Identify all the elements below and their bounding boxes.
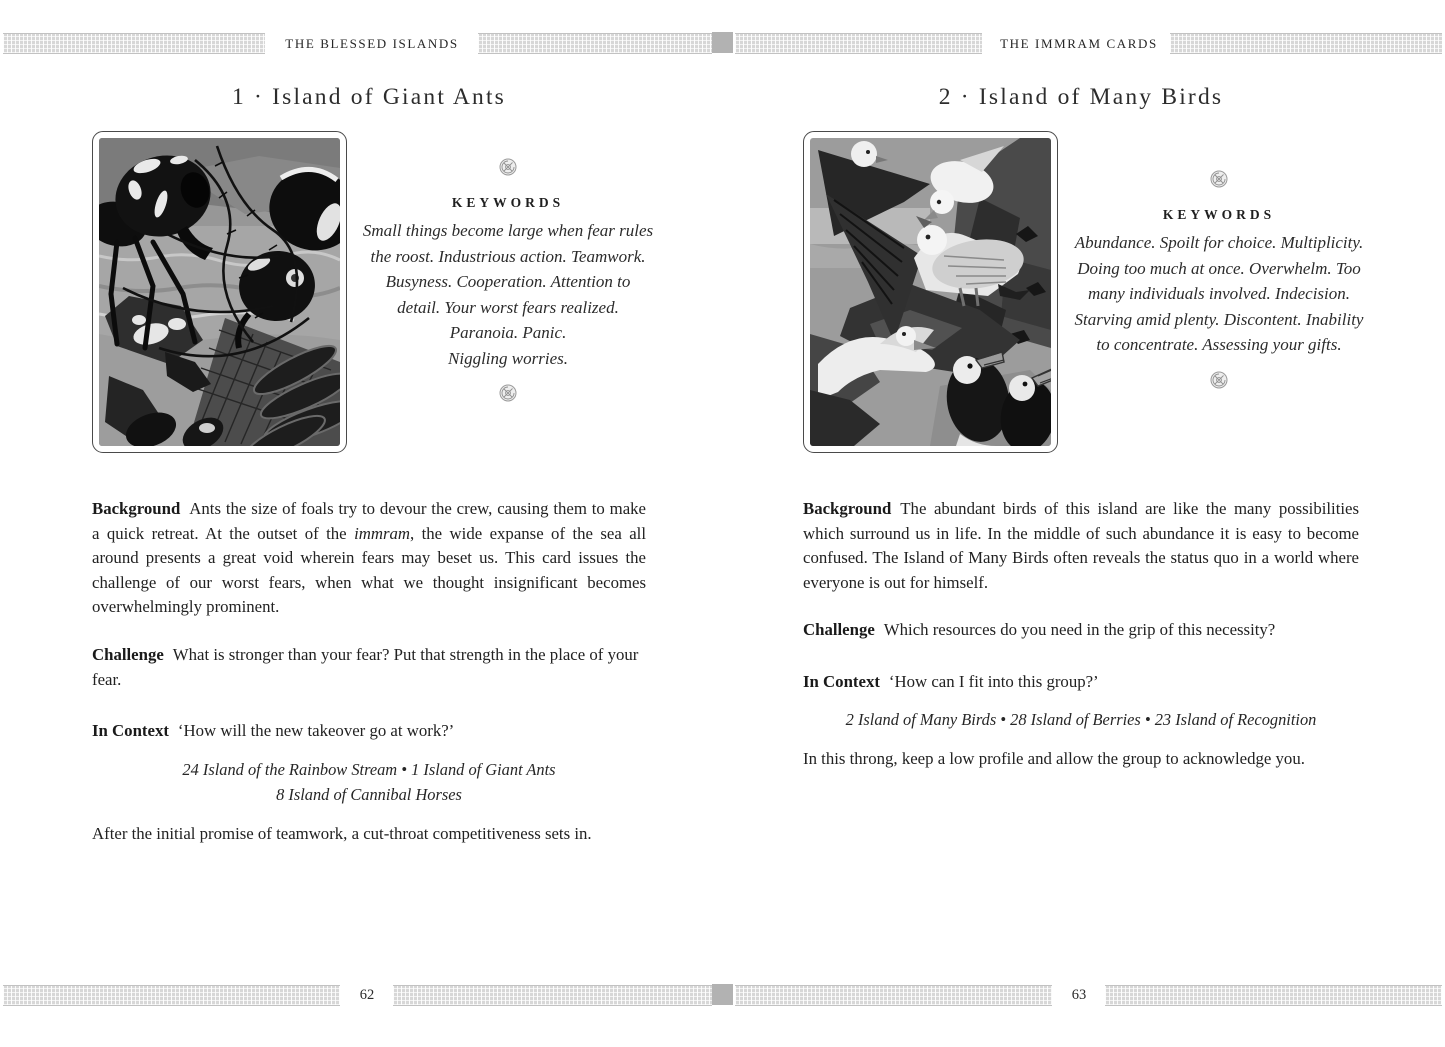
text-line: to concentrate. Assessing your gifts. [1096, 335, 1342, 354]
running-head-right: THE IMMRAM CARDS [1000, 36, 1158, 51]
body-text-right [803, 497, 1359, 771]
text-line: the roost. Industrious action. Teamwork. [370, 246, 646, 266]
ornamental-border-icon [3, 985, 340, 1006]
in-context-paragraph: In Context ‘How will the new takeover go at work?’ [92, 721, 455, 741]
in-context-paragraph: In Context ‘How can I fit into this group?’ [803, 671, 1099, 691]
background-label: Background [92, 499, 181, 518]
page-title-right: 2 · Island of Many Birds [938, 84, 1224, 110]
ornamental-border-icon [3, 33, 265, 54]
keywords-block-right [1075, 170, 1363, 389]
text-line: Starving amid plenty. Discontent. Inability [1074, 309, 1364, 329]
background-paragraph: Background The abundant birds of this island are like the many possibilities which surround us in life. In the middle of such abundance it is easy to become confused. The Island of Many Birds often reveals the status quo in a world where everyone is out for himself. [803, 499, 1359, 592]
text-line: detail. Your worst fears realized. [397, 297, 619, 317]
ornamental-border-icon [478, 33, 712, 54]
keywords-block-left [364, 158, 652, 402]
text-line: 24 Island of the Rainbow Stream • 1 Island of Giant Ants [182, 759, 556, 779]
text-line: 8 Island of Cannibal Horses [276, 784, 462, 804]
ornamental-border-icon [1105, 985, 1442, 1006]
background-paragraph: Background Ants the size of foals try to devour the crew, causing them to make a quick retreat. At the outset of the immram, the wide expanse of the sea all around presents a great void wherein fears may beset us. This card issues the challenge of our worst fears, when what we thought insignificant becomes overwhelmingly prominent. [92, 499, 646, 617]
keywords-heading: KEYWORDS [451, 195, 565, 210]
keywords-text [363, 218, 653, 371]
in-context-label: In Context [92, 721, 169, 741]
keywords-heading: KEYWORDS [1162, 207, 1276, 222]
body-text-left [92, 497, 646, 846]
card-frame-right [803, 131, 1058, 453]
background-label: Background [803, 499, 892, 518]
card-frame-left [92, 131, 347, 453]
rosette-icon [499, 158, 517, 176]
rosette-icon [1210, 170, 1228, 188]
gutter-ornament [712, 32, 733, 53]
text-line: Busyness. Cooperation. Attention to [385, 272, 631, 291]
text-line: 2 Island of Many Birds • 28 Island of Berries • 23 Island of Recognition [845, 709, 1317, 729]
challenge-label: Challenge [803, 620, 875, 640]
ornamental-border-icon [735, 33, 982, 54]
giant-ants-card-image [99, 138, 340, 446]
in-context-label: In Context [803, 671, 880, 691]
keywords-text [1075, 230, 1364, 358]
challenge-paragraph: Challenge What is stronger than your fear? Put that strength in the place of your fear. [92, 644, 639, 689]
closing-line: After the initial promise of teamwork, a cut-throat competitiveness sets in. [92, 823, 592, 843]
text-line: Niggling worries. [448, 348, 568, 368]
page-number-right: 63 [1071, 987, 1087, 1003]
rosette-icon [1210, 371, 1228, 389]
text-line: Small things become large when fear rules [362, 221, 654, 240]
challenge-label: Challenge [92, 644, 164, 664]
many-birds-card-image [810, 138, 1051, 446]
ornamental-border-icon [393, 985, 712, 1006]
text-line: Abundance. Spoilt for choice. Multiplicity. [1074, 233, 1364, 252]
text-line: Doing too much at once. Overwhelm. Too [1077, 258, 1361, 278]
challenge-paragraph: Challenge Which resources do you need in the grip of this necessity? [803, 620, 1276, 640]
text-line: Paranoia. Panic. [449, 323, 567, 342]
page-title-left: 1 · Island of Giant Ants [231, 84, 507, 110]
page-number-left: 62 [359, 987, 375, 1003]
gutter-ornament [712, 984, 733, 1005]
ornamental-border-icon [1170, 33, 1442, 54]
ornamental-border-icon [735, 985, 1052, 1006]
card-spread-list [92, 757, 646, 807]
text-line: many individuals involved. Indecision. [1087, 284, 1351, 303]
closing-line: In this throng, keep a low profile and allow the group to acknowledge you. [803, 748, 1305, 768]
card-spread-list [803, 707, 1359, 732]
running-head-left: THE BLESSED ISLANDS [285, 36, 459, 51]
rosette-icon [499, 384, 517, 402]
